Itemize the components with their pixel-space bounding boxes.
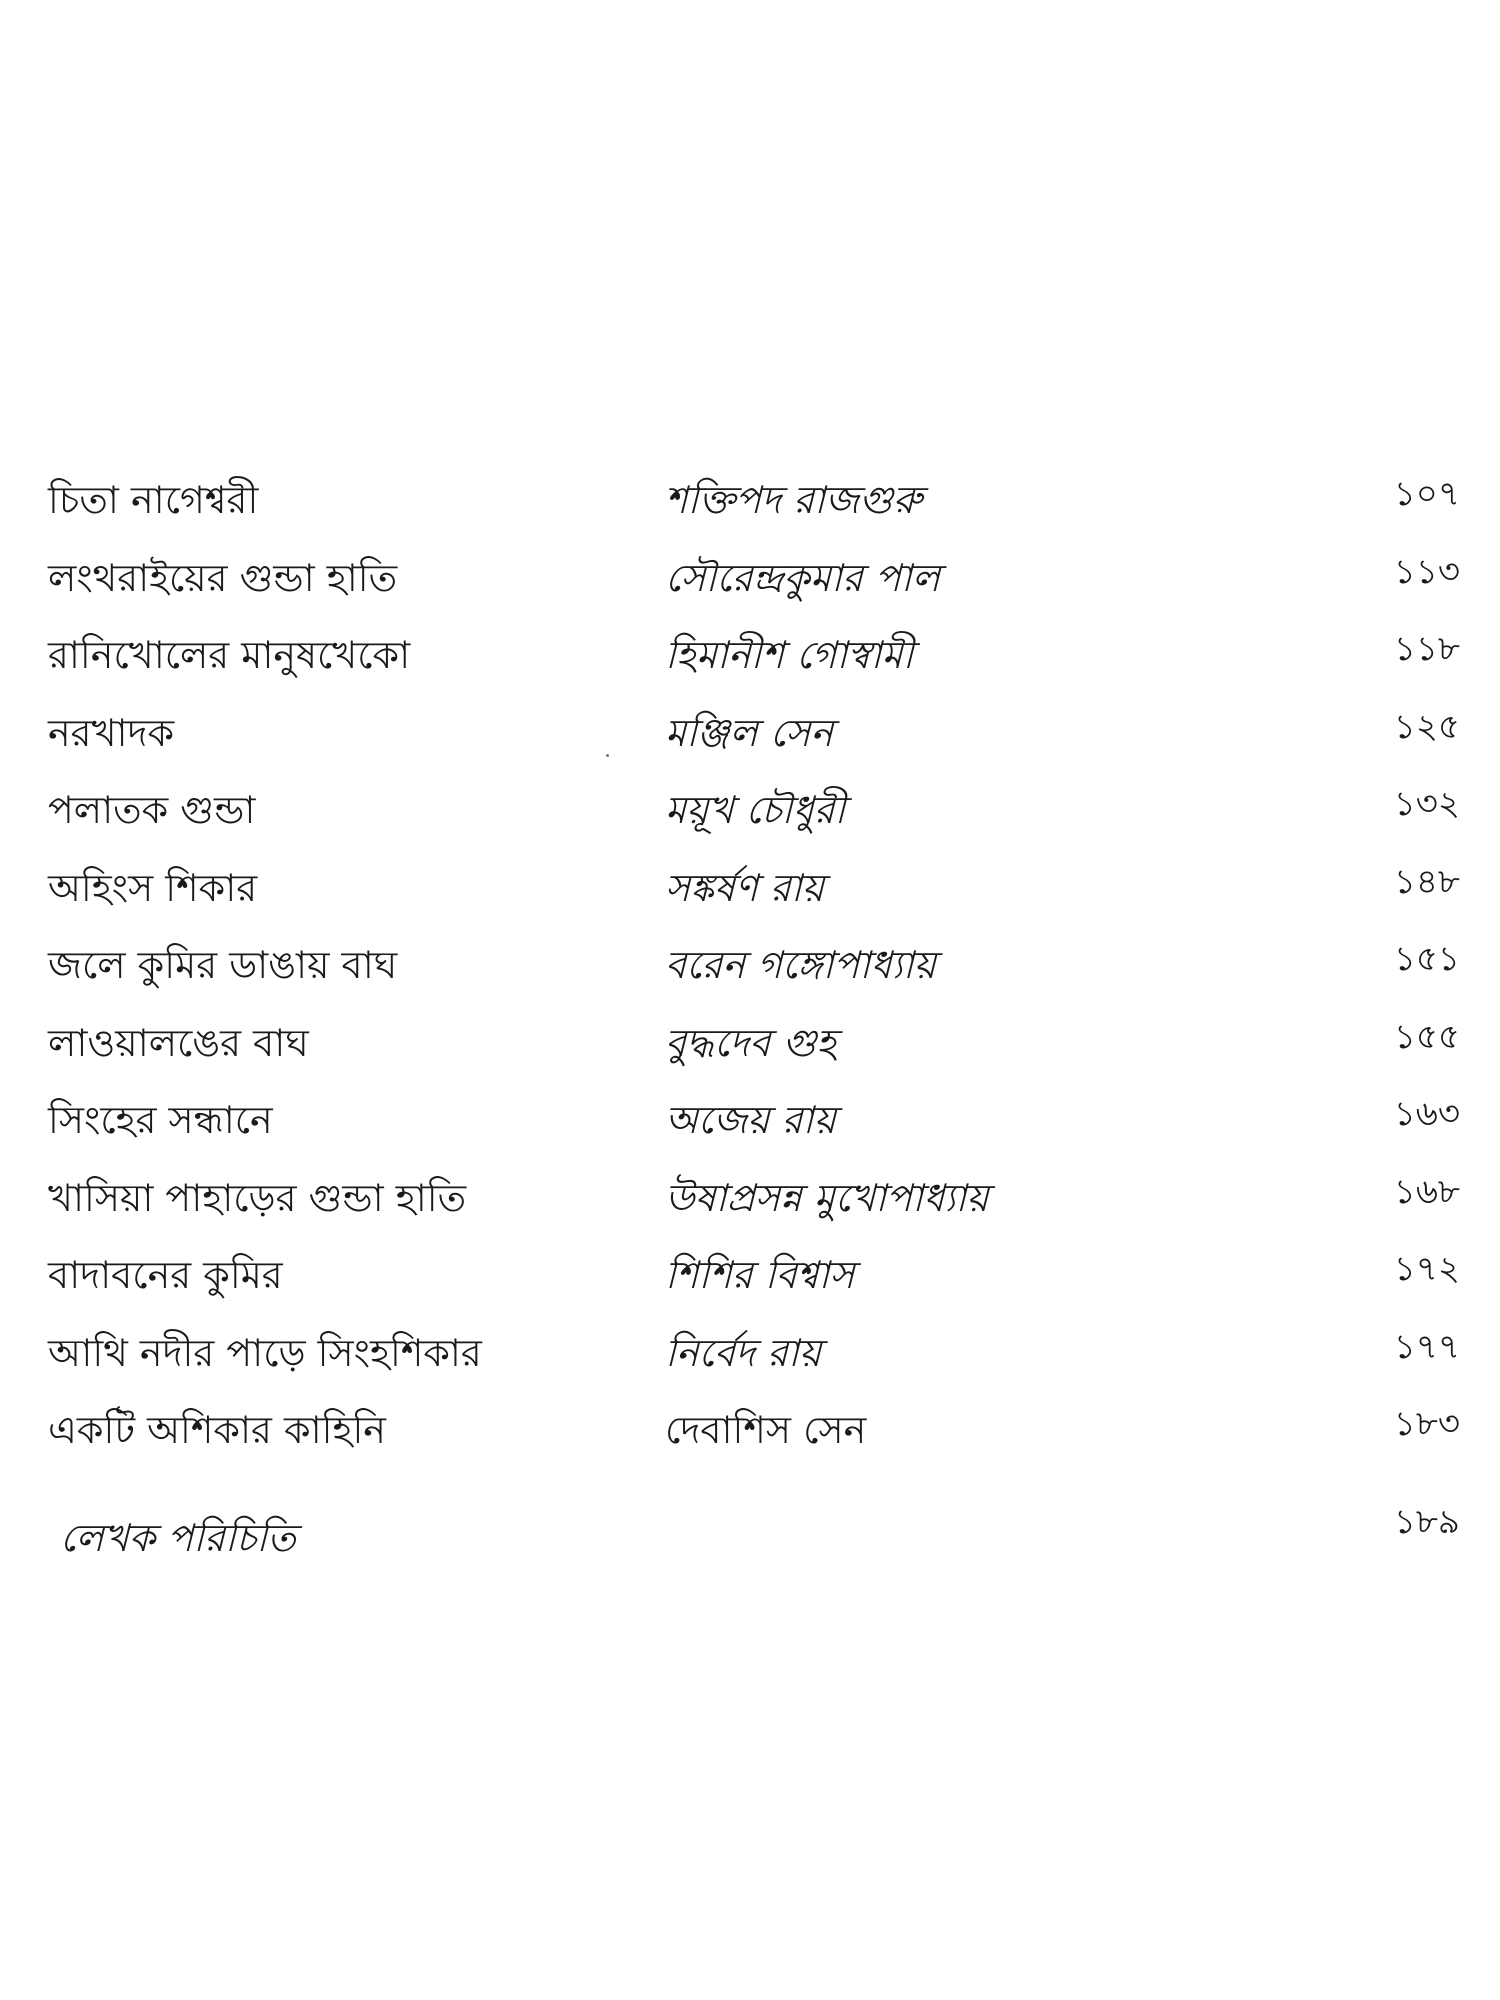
toc-page-number: ১৮৯ [1393,1501,1460,1542]
toc-page-number: ১০৭ [1393,474,1460,514]
toc-title: আথি নদীর পাড়ে সিংহশিকার [48,1330,482,1375]
toc-page-number: ১৫৫ [1393,1016,1460,1057]
print-speck [606,754,609,757]
toc-page-number: ১৬৮ [1393,1171,1460,1212]
toc-author: শিশির বিশ্বাস [665,1253,855,1297]
toc-page-number: ১৬৩ [1393,1094,1460,1134]
toc-title: রানিখোলের মানুষখেকো [48,633,411,677]
toc-row [0,1323,1500,1401]
toc-title: লাওয়ালঙের বাঘ [48,1020,309,1065]
toc-row [0,935,1500,1013]
toc-page-number: ১১৩ [1393,551,1460,592]
toc-page-number: ১৭২ [1393,1249,1460,1289]
toc-row [0,1168,1500,1246]
toc-page-number: ১৮৩ [1393,1404,1460,1444]
toc-row [0,470,1500,548]
toc-row [0,858,1500,936]
toc-title: সিংহের সন্ধানে [48,1098,273,1142]
toc-row [0,1400,1500,1478]
toc-author: বুদ্ধদেব গুহ [665,1020,837,1065]
toc-title: বাদাবনের কুমির [48,1253,283,1297]
toc-title: খাসিয়া পাহাড়ের গুন্ডা হাতি [48,1175,467,1220]
toc-appendix-row [0,1500,1500,1578]
toc-row [0,780,1500,858]
toc-title: পলাতক গুন্ডা [48,788,256,832]
toc-author: উষাপ্রসন্ন মুখোপাধ্যায় [665,1175,989,1220]
toc-title: অহিংস শিকার [48,865,258,910]
toc-page-number: ১৫১ [1393,939,1460,979]
toc-title: একটি অশিকার কাহিনি [48,1408,386,1452]
toc-author: বরেন গঙ্গোপাধ্যায় [665,943,937,987]
toc-row [0,1090,1500,1168]
toc-page-number: ১৭৭ [1393,1326,1460,1367]
toc-author: সঙ্কর্ষণ রায় [665,865,825,910]
toc-author: সৌরেন্দ্রকুমার পাল [665,555,941,600]
toc-author: নির্বেদ রায় [665,1330,822,1375]
toc-author: মঞ্জিল সেন [665,710,834,755]
toc-row [0,1013,1500,1091]
toc-author: হিমানীশ গোস্বামী [665,633,914,677]
toc-title: চিতা নাগেশ্বরী [48,478,259,522]
toc-author: দেবাশিস সেন [665,1408,867,1452]
toc-page-number: ১১৮ [1393,629,1460,669]
toc-page-number: ১৪৮ [1393,861,1460,902]
toc-appendix-title: লেখক পরিচিতি [60,1515,296,1560]
toc-row [0,1245,1500,1323]
toc-row [0,548,1500,626]
toc-title: নরখাদক [48,710,175,755]
toc-row [0,703,1500,781]
toc-author: ময়ূখ চৌধুরী [665,788,846,832]
toc-title: জলে কুমির ডাঙায় বাঘ [48,943,398,987]
table-of-contents [0,470,1500,1577]
toc-row [0,625,1500,703]
toc-page-number: ১৩২ [1393,784,1460,824]
toc-title: লংথরাইয়ের গুন্ডা হাতি [48,555,398,600]
toc-author: অজেয় রায় [665,1098,836,1142]
toc-page-number: ১২৫ [1393,706,1460,747]
toc-author: শক্তিপদ রাজগুরু [665,478,922,522]
